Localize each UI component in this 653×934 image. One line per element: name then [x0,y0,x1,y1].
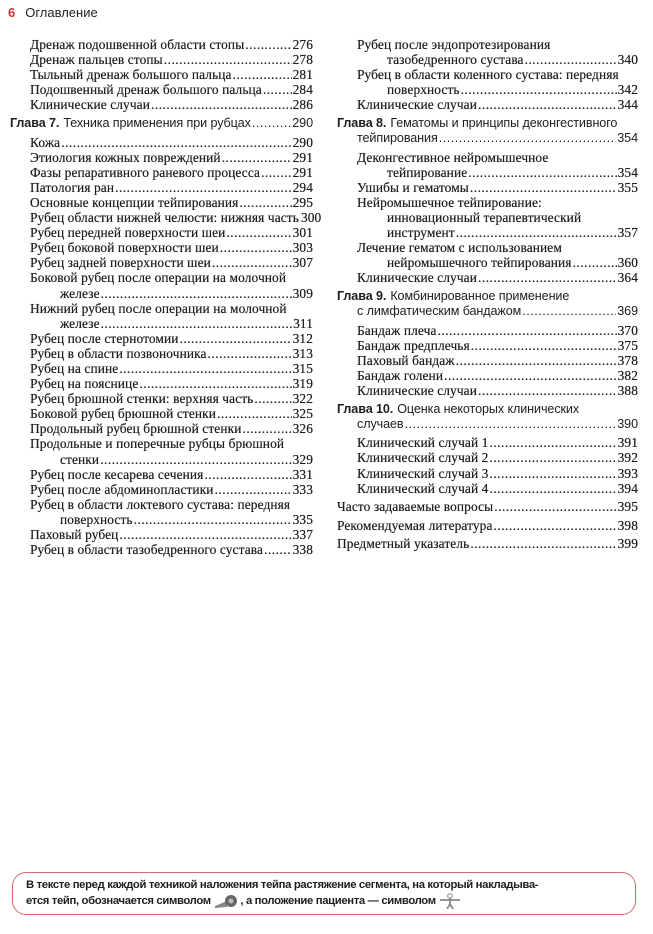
toc-entry [10,67,313,82]
page-ref: 355 [617,179,638,195]
page-ref: 369 [617,304,638,319]
tape-roll-icon [214,894,238,909]
toc-entry [10,436,313,451]
note-line-1: В тексте перед каждой техникой наложения тейпа растяжение сегмента, на который накладыва- [26,879,539,891]
entry-title: Клинические случаи [357,97,477,113]
dot-leader [215,482,292,497]
entry-title: Тыльный дренаж большого пальца [30,67,232,83]
dot-leader [151,97,292,112]
toc-entry [10,270,313,285]
toc-chapter-entry [337,304,638,319]
entry-title: Рубец области нижней челюсти: нижняя часть [30,210,299,226]
toc-entry [337,481,638,496]
dot-leader [245,37,291,52]
dot-leader [471,338,617,353]
toc-entry [337,323,638,338]
toc-entry [10,406,313,421]
page-ref: 309 [292,285,313,301]
toc-entry [10,301,313,316]
toc-entry [10,346,313,361]
toc-entry [337,466,638,481]
page-ref: 301 [292,225,313,241]
entry-title: Рекомендуемая литература [337,517,493,533]
page-ref: 370 [617,322,638,338]
page-ref: 326 [292,421,313,437]
toc-entry [337,150,638,165]
entry-title: Гематомы и принципы деконгестивного [390,115,618,130]
entry-title: Продольные и поперечные рубцы брюшной [30,436,285,452]
entry-title: Рубец боковой поверхности шеи [30,240,219,256]
entry-title: Клинический случай 4 [357,480,489,496]
entry-title: Паховый бандаж [357,352,455,368]
dot-leader [139,376,291,391]
dot-leader [438,323,617,338]
note-text-b: , а положение пациента — символом [240,894,436,907]
page-ref: 337 [292,527,313,542]
dot-leader [263,82,292,97]
entry-title: Нижний рубец после операции на молочной [30,300,287,316]
toc-entry [10,286,313,301]
dot-leader [254,391,291,406]
entry-title: Рубец после кесарева сечения [30,466,204,482]
toc-entry [10,316,313,331]
toc-chapter-entry [10,116,313,131]
running-title: Оглавление [25,5,98,20]
entry-title: Паховый рубец [30,527,119,542]
page-ref: 333 [292,481,313,497]
toc-column-right [337,37,638,552]
page-ref: 281 [292,67,313,83]
toc-entry [337,518,638,533]
page-ref: 312 [292,330,313,346]
page-ref: 284 [292,82,313,98]
entry-title: Боковой рубец после операции на молочной [30,270,287,286]
dot-leader [100,452,291,467]
page-ref: 276 [292,37,313,52]
entry-title: Рубец после стернотомии [30,330,179,346]
entry-title: Бандаж голени [357,367,444,383]
entry-title: Лечение гематом с использованием [357,240,562,256]
toc-chapter-entry [337,402,638,417]
toc-entry [337,383,638,398]
toc-entry [10,52,313,67]
toc-column-left [10,37,322,558]
toc-chapter-entry [337,131,638,146]
toc-entry [10,135,313,150]
entry-title: поверхность [60,511,133,527]
toc-entry [10,255,313,270]
page-ref: 303 [292,240,313,256]
toc-entry [337,210,638,225]
entry-title: железе [60,315,100,331]
page-ref: 375 [617,337,638,353]
entry-title: Рубец после абдоминопластики [30,481,214,497]
page-ref: 338 [292,542,313,558]
page-ref: 394 [617,480,638,496]
toc-entry [10,150,313,165]
entry-title: Подошвенный дренаж большого пальца [30,82,262,98]
page-ref: 391 [617,435,638,451]
dot-leader [180,331,292,346]
toc-entry [10,165,313,180]
page-ref: 329 [292,451,313,467]
toc-entry [10,195,313,210]
entry-title: Комбинированное применение [390,289,570,303]
entry-title: Боковой рубец брюшной стенки [30,406,217,422]
toc-entry [10,240,313,255]
dot-leader [470,536,616,551]
toc-entry [10,225,313,240]
page-ref: 340 [617,52,638,68]
dot-leader [489,466,616,481]
entry-title: тейпирования [357,131,438,146]
page-ref: 360 [617,255,638,271]
toc-entry [10,512,313,527]
toc-entry [337,180,638,195]
entry-title: Фазы репаративного раневого процесса [30,164,261,180]
dot-leader [233,67,292,82]
entry-title: тазобедренного сустава [387,52,524,68]
dot-leader [119,527,291,542]
dot-leader [478,97,617,112]
entry-title: Ушибы и гематомы [357,179,469,195]
page-ref: 291 [292,149,313,165]
page-ref: 294 [292,179,313,195]
toc-entry [337,499,638,514]
page-ref: 364 [617,270,638,286]
dot-leader [208,346,292,361]
dot-leader [456,353,617,368]
entry-title: Основные концепции тейпирования [30,194,239,210]
toc-entry [10,391,313,406]
note-text-a: ется тейп, обозначается символом [26,894,211,907]
page-ref: 290 [292,134,313,150]
entry-title: Нейромышечное тейпирование: [357,194,542,210]
page-ref: 300 [300,210,322,226]
page-ref: 357 [617,225,638,241]
dot-leader [522,304,616,319]
dot-leader [439,131,617,146]
entry-title: Рубец на спине [30,360,119,376]
chapter-label: Глава 9. [337,289,387,303]
entry-title: Рубец передней поверхности шеи [30,225,226,241]
toc-entry [337,52,638,67]
entry-title: Бандаж предплечья [357,337,470,353]
entry-title: Часто задаваемые вопросы [337,499,494,515]
entry-title: Клинические случаи [357,383,477,399]
dot-leader [220,240,292,255]
dot-leader [222,150,292,165]
entry-title: тейпирование [387,164,468,180]
page-ref: 311 [293,315,313,331]
dot-leader [212,255,292,270]
page-ref: 286 [292,97,313,113]
page-ref: 331 [292,466,313,482]
entry-title: Рубец на пояснице [30,376,139,392]
toc-entry [337,165,638,180]
toc-entry [337,450,638,465]
dot-leader [478,383,617,398]
entry-title: стенки [60,451,100,467]
toc-entry [337,435,638,450]
entry-title: Предметный указатель [337,536,470,552]
toc-entry [10,180,313,195]
dot-leader [217,406,292,421]
entry-title: случаев [357,416,404,431]
toc-entry [337,67,638,82]
page-ref: 307 [292,255,313,271]
patient-position-icon [439,893,461,909]
toc-entry [337,82,638,97]
page-ref: 399 [617,536,638,552]
dot-leader [444,368,617,383]
entry-title: Рубец брюшной стенки: верхняя часть [30,391,254,407]
toc-entry [10,527,313,542]
entry-title: Клинические случаи [30,97,150,113]
entry-title: Рубец в области коленного сустава: передняя [357,67,619,83]
entry-title: инновационный терапевтический [387,210,582,226]
entry-title: Клинический случай 3 [357,465,489,481]
entry-title: Рубец после эндопротезирования [357,37,551,52]
page-ref: 354 [617,131,638,146]
page-ref: 382 [617,367,638,383]
dot-leader [461,82,617,97]
entry-title: Клинические случаи [357,270,477,286]
page-ref: 291 [292,164,313,180]
entry-title: Деконгестивное нейромышечное [357,149,549,165]
toc-entry [337,368,638,383]
toc-entry [10,542,313,557]
dot-leader [252,116,291,131]
toc-entry [10,376,313,391]
entry-title: инструмент [387,225,455,241]
toc-entry [337,225,638,240]
toc-entry [10,37,313,52]
dot-leader [573,255,617,270]
entry-title: железе [60,285,100,301]
toc-entry [337,255,638,270]
chapter-label: Глава 8. [337,115,387,130]
page-ref: 398 [617,517,638,533]
page-ref: 315 [292,360,313,376]
toc-entry [10,482,313,497]
entry-title: Клинический случай 1 [357,435,489,451]
toc-entry [337,270,638,285]
note-line-2 [26,893,627,909]
dot-leader [101,286,292,301]
toc-entry [337,195,638,210]
entry-title: нейромышечного тейпирования [387,255,572,271]
page-ref: 295 [292,194,313,210]
dot-leader [405,417,617,432]
toc-entry [10,467,313,482]
page-ref: 325 [292,406,313,422]
toc-entry [337,37,638,52]
page-ref: 388 [617,383,638,399]
dot-leader [456,225,617,240]
toc-entry [10,361,313,376]
page-ref: 344 [617,97,638,113]
page-ref: 278 [292,52,313,68]
entry-title: Клинический случай 2 [357,450,489,466]
dot-leader [489,481,616,496]
entry-title: Рубец в области локтевого сустава: передняя [30,496,291,512]
page-ref: 319 [292,376,313,392]
page-ref: 322 [292,391,313,407]
entry-title: Дренаж подошвенной области стопы [30,37,245,52]
page-number: 6 [8,5,16,20]
chapter-label: Глава 7. [10,115,60,130]
dot-leader [468,165,616,180]
dot-leader [164,52,292,67]
page-header [8,5,98,20]
dot-leader [101,316,292,331]
page-ref: 313 [292,345,313,361]
page-ref: 378 [617,352,638,368]
toc-chapter-entry [337,417,638,432]
dot-leader [242,421,291,436]
toc-entry [10,97,313,112]
dot-leader [494,518,617,533]
toc-entry [337,536,638,551]
chapter-label: Глава 10. [337,401,394,416]
page-ref: 335 [292,511,313,527]
symbol-legend-note [12,872,636,915]
entry-title: Рубец задней поверхности шеи [30,255,211,271]
page-ref: 395 [617,499,638,515]
toc-entry [10,210,322,226]
dot-leader [470,180,617,195]
toc-entry [337,338,638,353]
entry-title: Кожа [30,134,61,150]
toc-entry [337,240,638,255]
dot-leader [489,435,616,450]
dot-leader [134,512,292,527]
dot-leader [489,450,616,465]
entry-title: Этиология кожных повреждений [30,149,221,165]
page-ref: 290 [292,115,313,130]
toc-entry [10,331,313,346]
dot-leader [525,52,617,67]
toc-chapter-entry [337,289,638,304]
entry-title: Рубец в области позвоночника [30,345,207,361]
toc-entry [337,353,638,368]
page-ref: 390 [617,416,638,431]
entry-title: с лимфатическим бандажом [357,304,522,319]
dot-leader [115,180,292,195]
page-ref: 342 [617,82,638,98]
entry-title: Бандаж плеча [357,322,437,338]
toc-chapter-entry [337,116,638,131]
entry-title: Продольный рубец брюшной стенки [30,421,242,437]
toc-entry [10,82,313,97]
page-ref: 392 [617,450,638,466]
dot-leader [264,542,292,557]
dot-leader [261,165,292,180]
page-ref: 393 [617,465,638,481]
dot-leader [494,499,616,514]
entry-title: Патология ран [30,179,115,195]
entry-title: Техника применения при рубцах [63,115,251,130]
dot-leader [204,467,291,482]
toc-entry [337,97,638,112]
dot-leader [61,135,291,150]
toc-entry [10,421,313,436]
dot-leader [226,225,291,240]
entry-title: поверхность [387,82,460,98]
entry-title: Оценка некоторых клинических [397,401,580,416]
dot-leader [239,195,291,210]
dot-leader [119,361,291,376]
toc-entry [10,452,313,467]
entry-title: Дренаж пальцев стопы [30,52,163,68]
toc-entry [10,497,313,512]
dot-leader [478,270,617,285]
entry-title: Рубец в области тазобедренного сустава [30,542,264,558]
page-ref: 354 [617,164,638,180]
